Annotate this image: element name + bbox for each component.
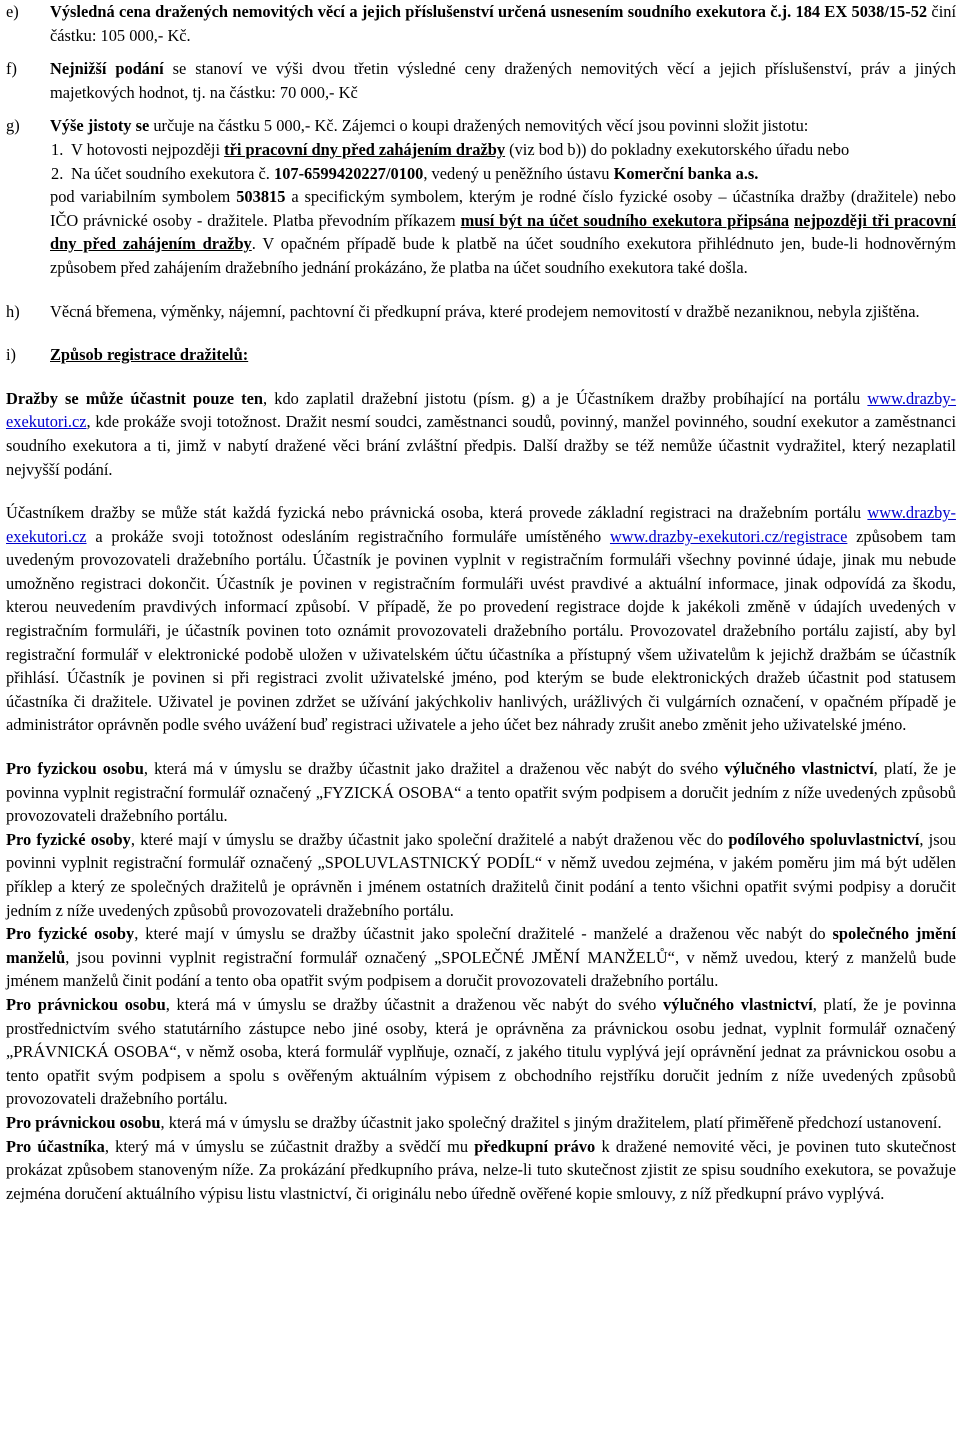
bank-account-number: 107-6599420227/0100 [274,163,424,183]
section-h [6,300,956,324]
section-i-title: Způsob registrace dražitelů: [50,345,249,365]
section-f-bold: Nejnižší podání [50,59,164,79]
section-g-bold: Výše jistoty se [50,116,150,136]
section-f [6,57,956,104]
paragraph-spouses: Pro fyzické osoby, které mají v úmyslu se dražby účastnit jako společní dražitelé - manželé a draženou věc nabýt do společného jmění manželů, jsou povinni vyplnit registrační formulář označený „SPOLEČNÉ JMĚNÍ MANŽELŮ“, v němž uvedou, který z manželů bude jménem manželů činit podání a tento oba opatřit svým podpisem a doručit provozovateli dražebního portálu. [6,924,956,991]
paragraph-registration: Účastníkem dražby se může stát každá fyzická nebo právnická osoba, která provede základní registraci na dražebním portálu www.drazby-exekutori.cz a prokáže svoji totožnost odesláním registračního formuláře umístěného www.drazby-exekutori.cz/registrace způsobem tam uvedeným provozovateli dražebního portálu. Účastník je povinen vyplnit v registračním formuláři všechny povinné údaje, jinak mu nebude umožněno registraci dokončit. Účastník je povinen v registračním formuláři uvést pravdivé a aktuální informace, jinak odpovídá za škodu, kterou neuvedením pravdivých informací způsobí. V případě, že po provedení registrace dojde k jakékoli změně v údajích uvedených v registračním formuláři, je účastník povinen toto oznámit provozovateli dražebního portálu. Provozovatel dražebního portálu zajistí, aby byl registrační formulář v elektronické podobě uložen v uživatelském účtu účastníka a přístupný všem uživatelům k jejichž dražbám se účastník přihlásí. Účastník je povinen si při registraci zvolit uživatelské jméno, pod kterým se bude elektronických dražeb účastnit pod statusem účastníka či dražitele. Uživatel je povinen zdržet se užívání jakýchkoliv hanlivých, urážlivých či vulgárních označení, v opačném případě je administrátor oprávněn podle svého uvážení buď registraci uživatele a jeho účet bez náhrady zrušit anebo změnit jeho uživatelské jméno. [6,503,956,735]
section-g [6,114,956,138]
section-i [6,343,956,367]
section-e-label: e) [6,2,19,21]
section-e [6,0,956,47]
section-h-text: Věcná břemena, výměnky, nájemní, pachtovní či předkupní práva, které prodejem nemovitostí v dražbě nezaniknou, nebyla zjištěna. [50,301,920,321]
section-e-bold: Výsledná cena dražených nemovitých věcí a jejich příslušenství určená usnesením soudního exekutora č.j. 184 EX 5038/15-52 [50,2,928,21]
section-h-label: h) [6,301,20,321]
variable-symbol: 503815 [236,187,286,207]
section-g-label: g) [6,116,20,136]
section-g-details [6,138,956,280]
portal-link[interactable]: www.drazby-exekutori.cz [6,503,956,546]
section-g-text: Výše jistoty se určuje na částku 5 000,- Kč. Zájemci o koupi dražených nemovitých věcí jsou povinni složit jistotu: [50,116,809,136]
paragraph-preemption: Pro účastníka, který má v úmyslu se zúčastnit dražby a svědčí mu předkupní právo k dražené nemovité věci, je povinen tuto skutečnost prokázat způsobem stanoveným níže. Za prokázání předkupního práva, nelze-li tuto skutečnost zjistit ze spisu soudního exekutora, se považuje zejména doručení aktuálního výpisu listu vlastnictví, či originálu nebo úředně ověřené kopie smlouvy, z níž předkupní právo vyplývá. [6,1136,956,1203]
bank-name: Komerční banka a.s. [613,163,759,183]
paragraph-natural-person: Pro fyzickou osobu, která má v úmyslu se dražby účastnit jako dražitel a draženou věc nabýt do svého výlučného vlastnictví, platí, že je povinna vyplnit registrační formulář označený „FYZICKÁ OSOBA“ a tento opatřit svým podpisem a doručit jedním z níže uvedených způsobů provozovateli dražebního portálu. [6,759,957,826]
payment-instructions: pod variabilním symbolem 503815 a specifickým symbolem, kterým je rodné číslo fyzické osoby – účastníka dražby (dražitele) nebo IČO právnické osoby - dražitele. Platba převodním příkazem musí být na účet soudního exekutora připsána nejpozději tři pracovní dny před zahájením dražby. V opačném případě bude k platbě na účet soudního exekutora přihlédnuto jen, bude-li hodnověrným způsobem před zahájením dražebního jednání prokázáno, že platba na účet soudního exekutora také došla. [50,187,957,277]
section-f-text: Nejnižší podání se stanoví ve výši dvou třetin výsledné ceny dražených nemovitých věcí a jejich příslušenství, práv a jiných majetkových hodnot, tj. na částku: 70 000,- Kč [50,59,956,102]
section-e-text: Výsledná cena dražených nemovitých věcí a jejich příslušenství určená usnesením soudního exekutora č.j. 184 EX 5038/15-52 činí částku: 105 000,- Kč. [50,2,956,45]
paragraph-legal-entity: Pro právnickou osobu, která má v úmyslu se dražby účastnit a draženou věc nabýt do svého výlučného vlastnictví, platí, že je povinna prostřednictvím svého statutárního zástupce nebo jiné osoby, která je oprávněna za právnickou osobu jednat, vyplnit formulář označený „PRÁVNICKÁ OSOBA“, v němž osoba, která formulář vyplňuje, označí, z jakého titulu vyplývá její oprávnění jednat za právnickou osobu a tento opatřit svým podpisem a spolu s ověřeným aktuálním výpisem z obchodního rejstříku doručit jedním z níže uvedených způsobů provozovateli dražebního portálu. [6,994,956,1109]
deposit-option-cash: 1. V hotovosti nejpozději tři pracovní dny před zahájením dražby (viz bod b)) do pokladny exekutorského úřadu nebo [51,139,850,159]
registration-link[interactable]: www.drazby-exekutori.cz/registrace [609,526,848,546]
paragraph-legal-entity-joint: Pro právnickou osobu, která má v úmyslu se dražby účastnit jako společný dražitel s jiným dražitelem, platí přiměřeně předchozí ustanovení. [6,1112,942,1132]
deposit-deadline: tři pracovní dny před zahájením dražby [224,139,506,159]
deposit-option-account: 2. Na účet soudního exekutora č. 107-6599420227/0100, vedený u peněžního ústavu Komerční banka a.s. [51,163,759,183]
section-f-label: f) [6,59,17,79]
paragraph-participation: Dražby se může účastnit pouze ten, kdo zaplatil dražební jistotu (písm. g) a je Účastníkem dražby probíhající na portálu www.drazby-exekutori.cz, kde prokáže svoji totožnost. Dražit nesmí soudci, zaměstnanci soudů, povinný, manžel povinného, soudní exekutor a zaměstnanci soudního exekutora a ti, jimž v nabytí dražené věci brání zvláštní předpis. Další dražby se též nemůže účastnit vydražitel, který nezaplatil nejvyšší podání. [6,388,957,479]
portal-link[interactable]: www.drazby-exekutori.cz [6,388,957,432]
section-i-label: i) [6,345,17,365]
paragraph-co-ownership: Pro fyzické osoby, které mají v úmyslu se dražby účastnit jako společní dražitelé a nabýt draženou věc do podílového spoluvlastnictví, jsou povinni vyplnit registrační formulář označený „SPOLUVLASTNICKÝ PODÍL“ v němž uvedou zejména, v jakém poměru jim má být udělen příklep a který ze společných dražitelů je oprávněn i jménem ostatních dražitelů činit podání a tento všichni opatřit svými podpisy a doručit jedním z níže uvedených způsobů provozovateli dražebního portálu. [6,829,956,920]
